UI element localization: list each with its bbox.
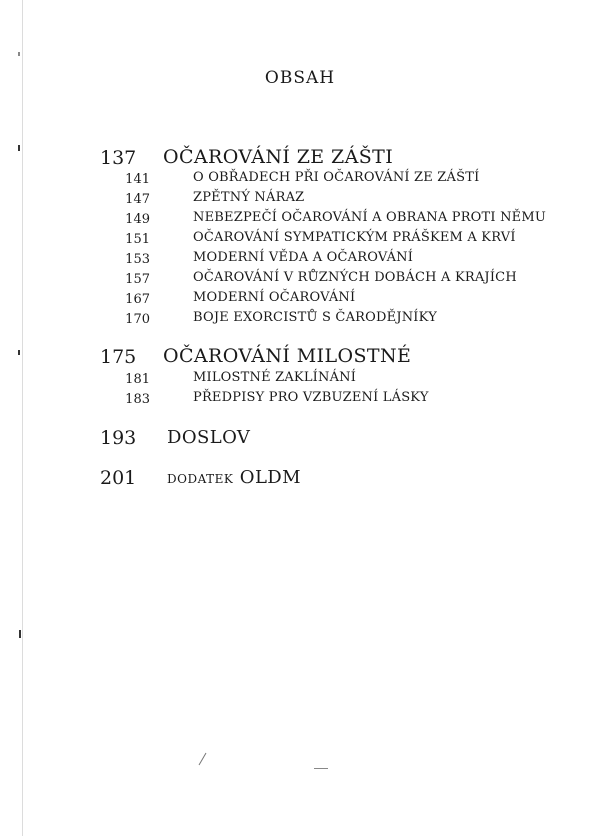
chapter-title: OČAROVÁNÍ MILOSTNÉ <box>163 345 412 367</box>
subchapter-title: MODERNÍ OČAROVÁNÍ <box>193 290 356 305</box>
subchapter-page-number: 170 <box>125 312 150 327</box>
subchapter-title: O OBŘADECH PŘI OČAROVÁNÍ ZE ZÁŠTÍ <box>193 170 480 185</box>
subchapter-page-number: 147 <box>125 192 150 207</box>
chapter-title <box>167 466 301 488</box>
subchapter-title: NEBEZPEČÍ OČAROVÁNÍ A OBRANA PROTI NĚMU <box>193 210 547 225</box>
subchapter-page-number: 167 <box>125 292 150 307</box>
subchapter-page-number: 153 <box>125 252 150 267</box>
subchapter-title: PŘEDPISY PRO VZBUZENÍ LÁSKY <box>193 390 429 405</box>
edge-mark <box>18 52 20 56</box>
subchapter-title: MODERNÍ VĚDA A OČAROVÁNÍ <box>193 250 414 265</box>
subchapter-page-number: 157 <box>125 272 150 287</box>
subchapter-title: OČAROVÁNÍ SYMPATICKÝM PRÁŠKEM A KRVÍ <box>193 230 516 245</box>
appendix-suffix: OLDM <box>239 467 301 488</box>
scan-mark <box>199 753 207 766</box>
subchapter-page-number: 151 <box>125 232 150 247</box>
edge-mark <box>19 630 21 638</box>
binding-edge <box>22 0 23 836</box>
subchapter-title: ZPĚTNÝ NÁRAZ <box>193 190 305 205</box>
chapter-page-number: 201 <box>100 467 137 489</box>
subchapter-title: OČAROVÁNÍ V RŮZNÝCH DOBÁCH A KRAJÍCH <box>193 270 517 285</box>
edge-mark <box>18 145 20 151</box>
subchapter-title: MILOSTNÉ ZAKLÍNÁNÍ <box>193 370 357 385</box>
page-title: OBSAH <box>264 68 336 88</box>
subchapter-page-number: 183 <box>125 392 150 407</box>
chapter-page-number: 175 <box>100 346 137 368</box>
subchapter-page-number: 181 <box>125 372 150 387</box>
chapter-page-number: 137 <box>100 147 137 169</box>
scan-mark <box>314 768 328 769</box>
edge-mark <box>18 350 20 355</box>
subchapter-page-number: 141 <box>125 172 150 187</box>
subchapter-page-number: 149 <box>125 212 150 227</box>
subchapter-title: BOJE EXORCISTŮ S ČARODĚJNÍKY <box>193 310 437 325</box>
chapter-page-number: 193 <box>100 427 137 449</box>
chapter-title: DOSLOV <box>167 427 251 448</box>
appendix-prefix: DODATEK <box>167 472 234 486</box>
chapter-title: OČAROVÁNÍ ZE ZÁŠTI <box>163 146 394 168</box>
